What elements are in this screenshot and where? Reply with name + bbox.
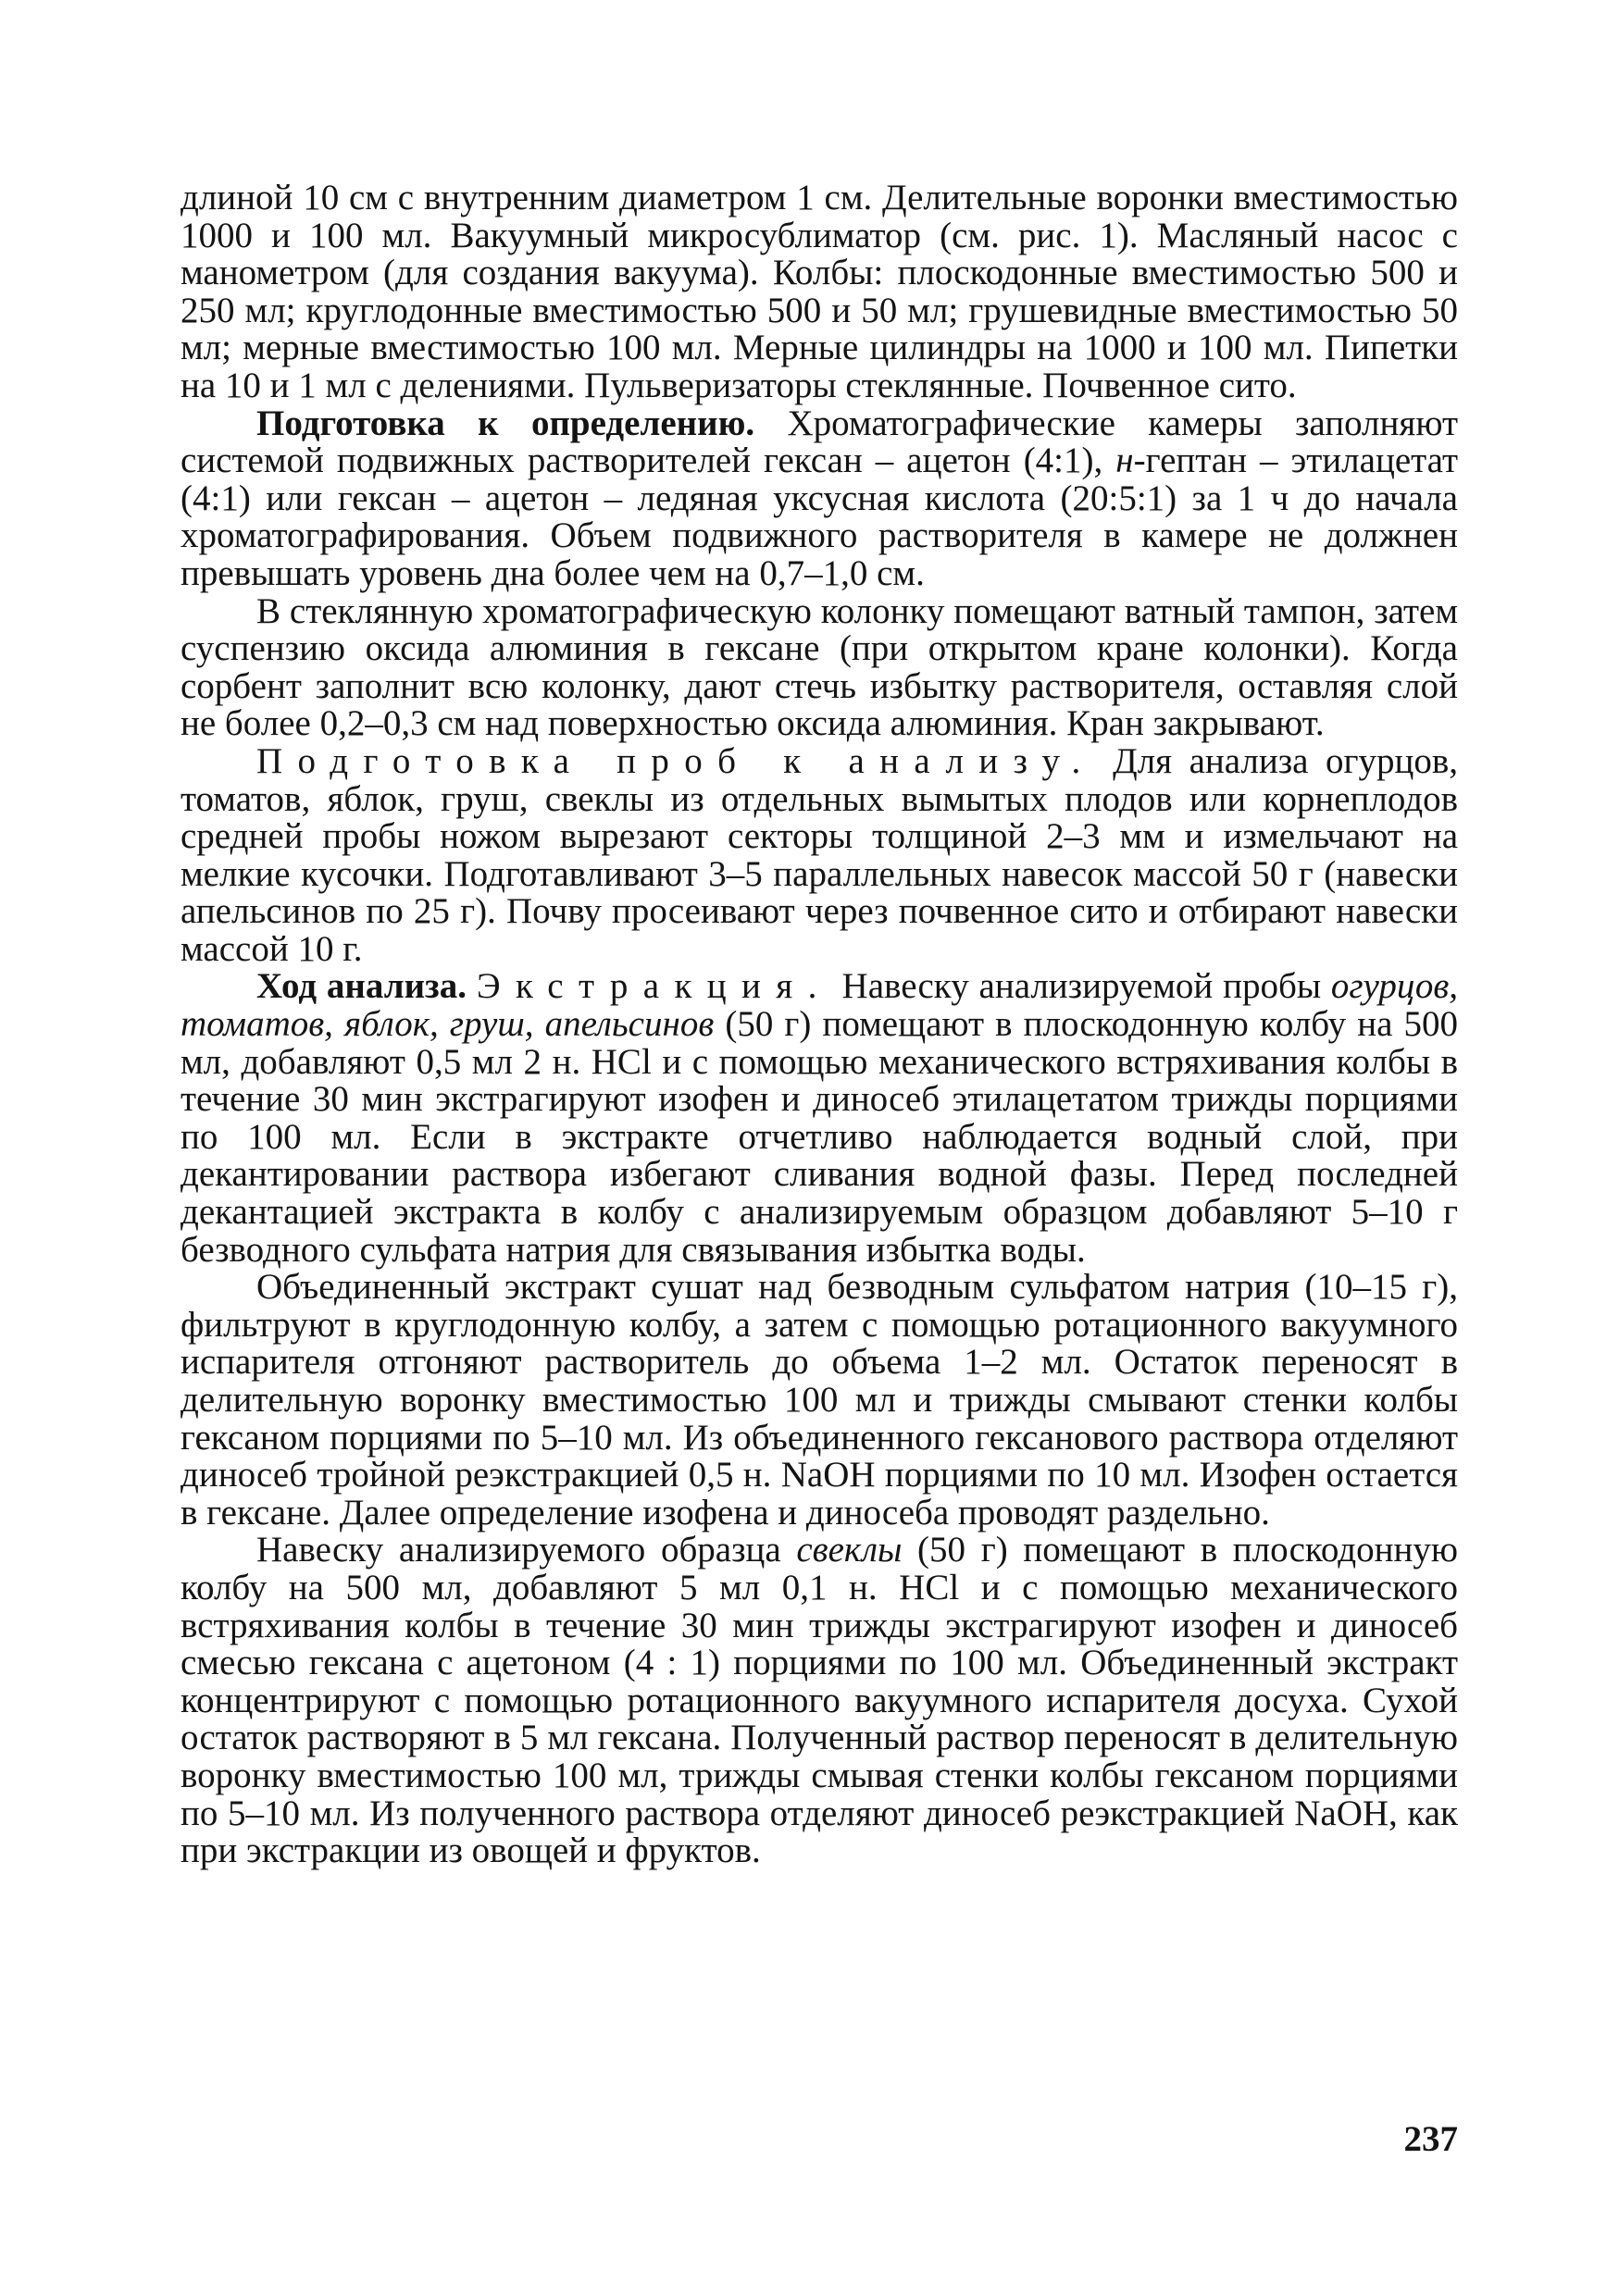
italic-prefix-n: н bbox=[1115, 441, 1134, 481]
section-heading-analysis: Ход анализа. bbox=[256, 966, 467, 1007]
paragraph-text: В стеклянную хроматографическую колонку помещают ватный тампон, затем суспензию оксида алюминия в гексане (при открытом кране колонки). Когда сорбент заполнит всю колонку, дают стечь избытку растворителя, оставляя слой не более 0,2–0,3 см над поверхностью оксида алюминия. Кран закрывают. bbox=[181, 590, 1458, 744]
paragraph-text: -гептан – этилацетат (4:1) или гексан – ацетон – ледяная уксусная кислота (20:5:1) за 1 ч до начала хроматографирования. Объем подвижного растворителя в камере не должнен превышать уровень дна более чем на 0,7–1,0 см. bbox=[181, 441, 1458, 593]
section-heading-preparation: Подготовка к определению. bbox=[256, 403, 755, 443]
paragraph-text: длиной 10 см с внутренним диаметром 1 см. Делительные воронки вместимостью 1000 и 100 мл. Вакуумный микросублиматор (см. рис. 1). Масляный насос с манометром (для создания вакуума). Колбы: плоскодонные вместимостью 500 и 250 мл; круглодонные вместимостью 500 и 50 мл; грушевидные вместимостью 50 мл; мерные вместимостью 100 мл. Мерные цилиндры на 1000 и 100 мл. Пипетки на 10 и 1 мл с делениями. Пульверизаторы стеклянные. Почвенное сито. bbox=[181, 178, 1458, 405]
paragraph-sample-preparation bbox=[181, 740, 1458, 969]
space bbox=[467, 966, 477, 1006]
page-number: 237 bbox=[1403, 2119, 1458, 2159]
subsection-heading-extraction: Экстракция. bbox=[476, 966, 832, 1007]
paragraph-combined-extract bbox=[181, 1269, 1458, 1532]
paragraph-text: Навеску анализируемого образца bbox=[256, 1530, 797, 1570]
paragraph-analysis-procedure bbox=[181, 968, 1458, 1269]
paragraph-beet-sample bbox=[181, 1532, 1458, 1869]
paragraph-equipment-continued bbox=[181, 180, 1458, 405]
paragraph-text: (50 г) помещают в плоскодонную колбу на 500 мл, добавляют 0,5 мл 2 н. HCl и с помощью механического встряхивания колбы в течение 30 мин экстрагируют изофен и диносеб этилацетатом трижды порциями по 100 мл. Если в экстракте отчетливо наблюдается водный слой, при декантировании раствора избегают сливания водной фазы. Перед последней декантацией экстракта в колбу с анализируемым образцом добавляют 5–10 г безводного сульфата натрия для связывания избытка воды. bbox=[181, 1004, 1458, 1270]
section-heading-sample-preparation: Подготовка проб к анализу. bbox=[256, 740, 1096, 781]
italic-beet: свеклы bbox=[796, 1530, 903, 1570]
italic-sample-list: огурцов, томатов, яблок, груш, апельсинов bbox=[181, 966, 1459, 1045]
paragraph-text: Навеску анализируемой пробы bbox=[831, 966, 1331, 1007]
paragraph-column-preparation bbox=[181, 590, 1458, 744]
paragraph-preparation-for-determination bbox=[181, 405, 1458, 593]
paragraph-text: Для анализа огурцов, томатов, яблок, груш, свеклы из отдельных вымытых плодов или корнеплодов средней пробы ножом вырезают секторы толщиной 2–3 мм и измельчают на мелкие кусочки. Подготавливают 3–5 параллельных навесок массой 50 г (навески апельсинов по 25 г). Почву просеивают через почвенное сито и отбирают навески массой 10 г. bbox=[181, 740, 1458, 969]
paragraph-text: Хроматографические камеры заполняют системой подвижных растворителей гексан – ацетон (4:1), bbox=[181, 403, 1458, 481]
paragraph-text: (50 г) помещают в плоскодонную колбу на 500 мл, добавляют 5 мл 0,1 н. HCl и с помощью механического встряхивания колбы в течение 30 мин трижды экстрагируют изофен и диносеб смесью гексана с ацетоном (4 : 1) порциями по 100 мл. Объединенный экстракт концентрируют с помощью ротационного вакуумного испарителя досуха. Сухой остаток растворяют в 5 мл гексана. Полученный раствор переносят в делительную воронку вместимостью 100 мл, трижды смывая стенки колбы гексаном порциями по 5–10 мл. Из полученного раствора отделяют диносеб реэкстракцией NaOH, как при экстракции из овощей и фруктов. bbox=[181, 1530, 1458, 1871]
paragraph-text: Объединенный экстракт сушат над безводным сульфатом натрия (10–15 г), фильтруют в круглодонную колбу, а затем с помощью ротационного вакуумного испарителя отгоняют растворитель до объема 1–2 мл. Остаток переносят в делительную воронку вместимостью 100 мл и трижды смывают стенки колбы гексаном порциями по 5–10 мл. Из объединенного гексанового раствора отделяют диносеб тройной реэкстракцией 0,5 н. NaOH порциями по 10 мл. Изофен остается в гексане. Далее определение изофена и диносеба проводят раздельно. bbox=[181, 1267, 1458, 1533]
page-text bbox=[181, 180, 1458, 1870]
